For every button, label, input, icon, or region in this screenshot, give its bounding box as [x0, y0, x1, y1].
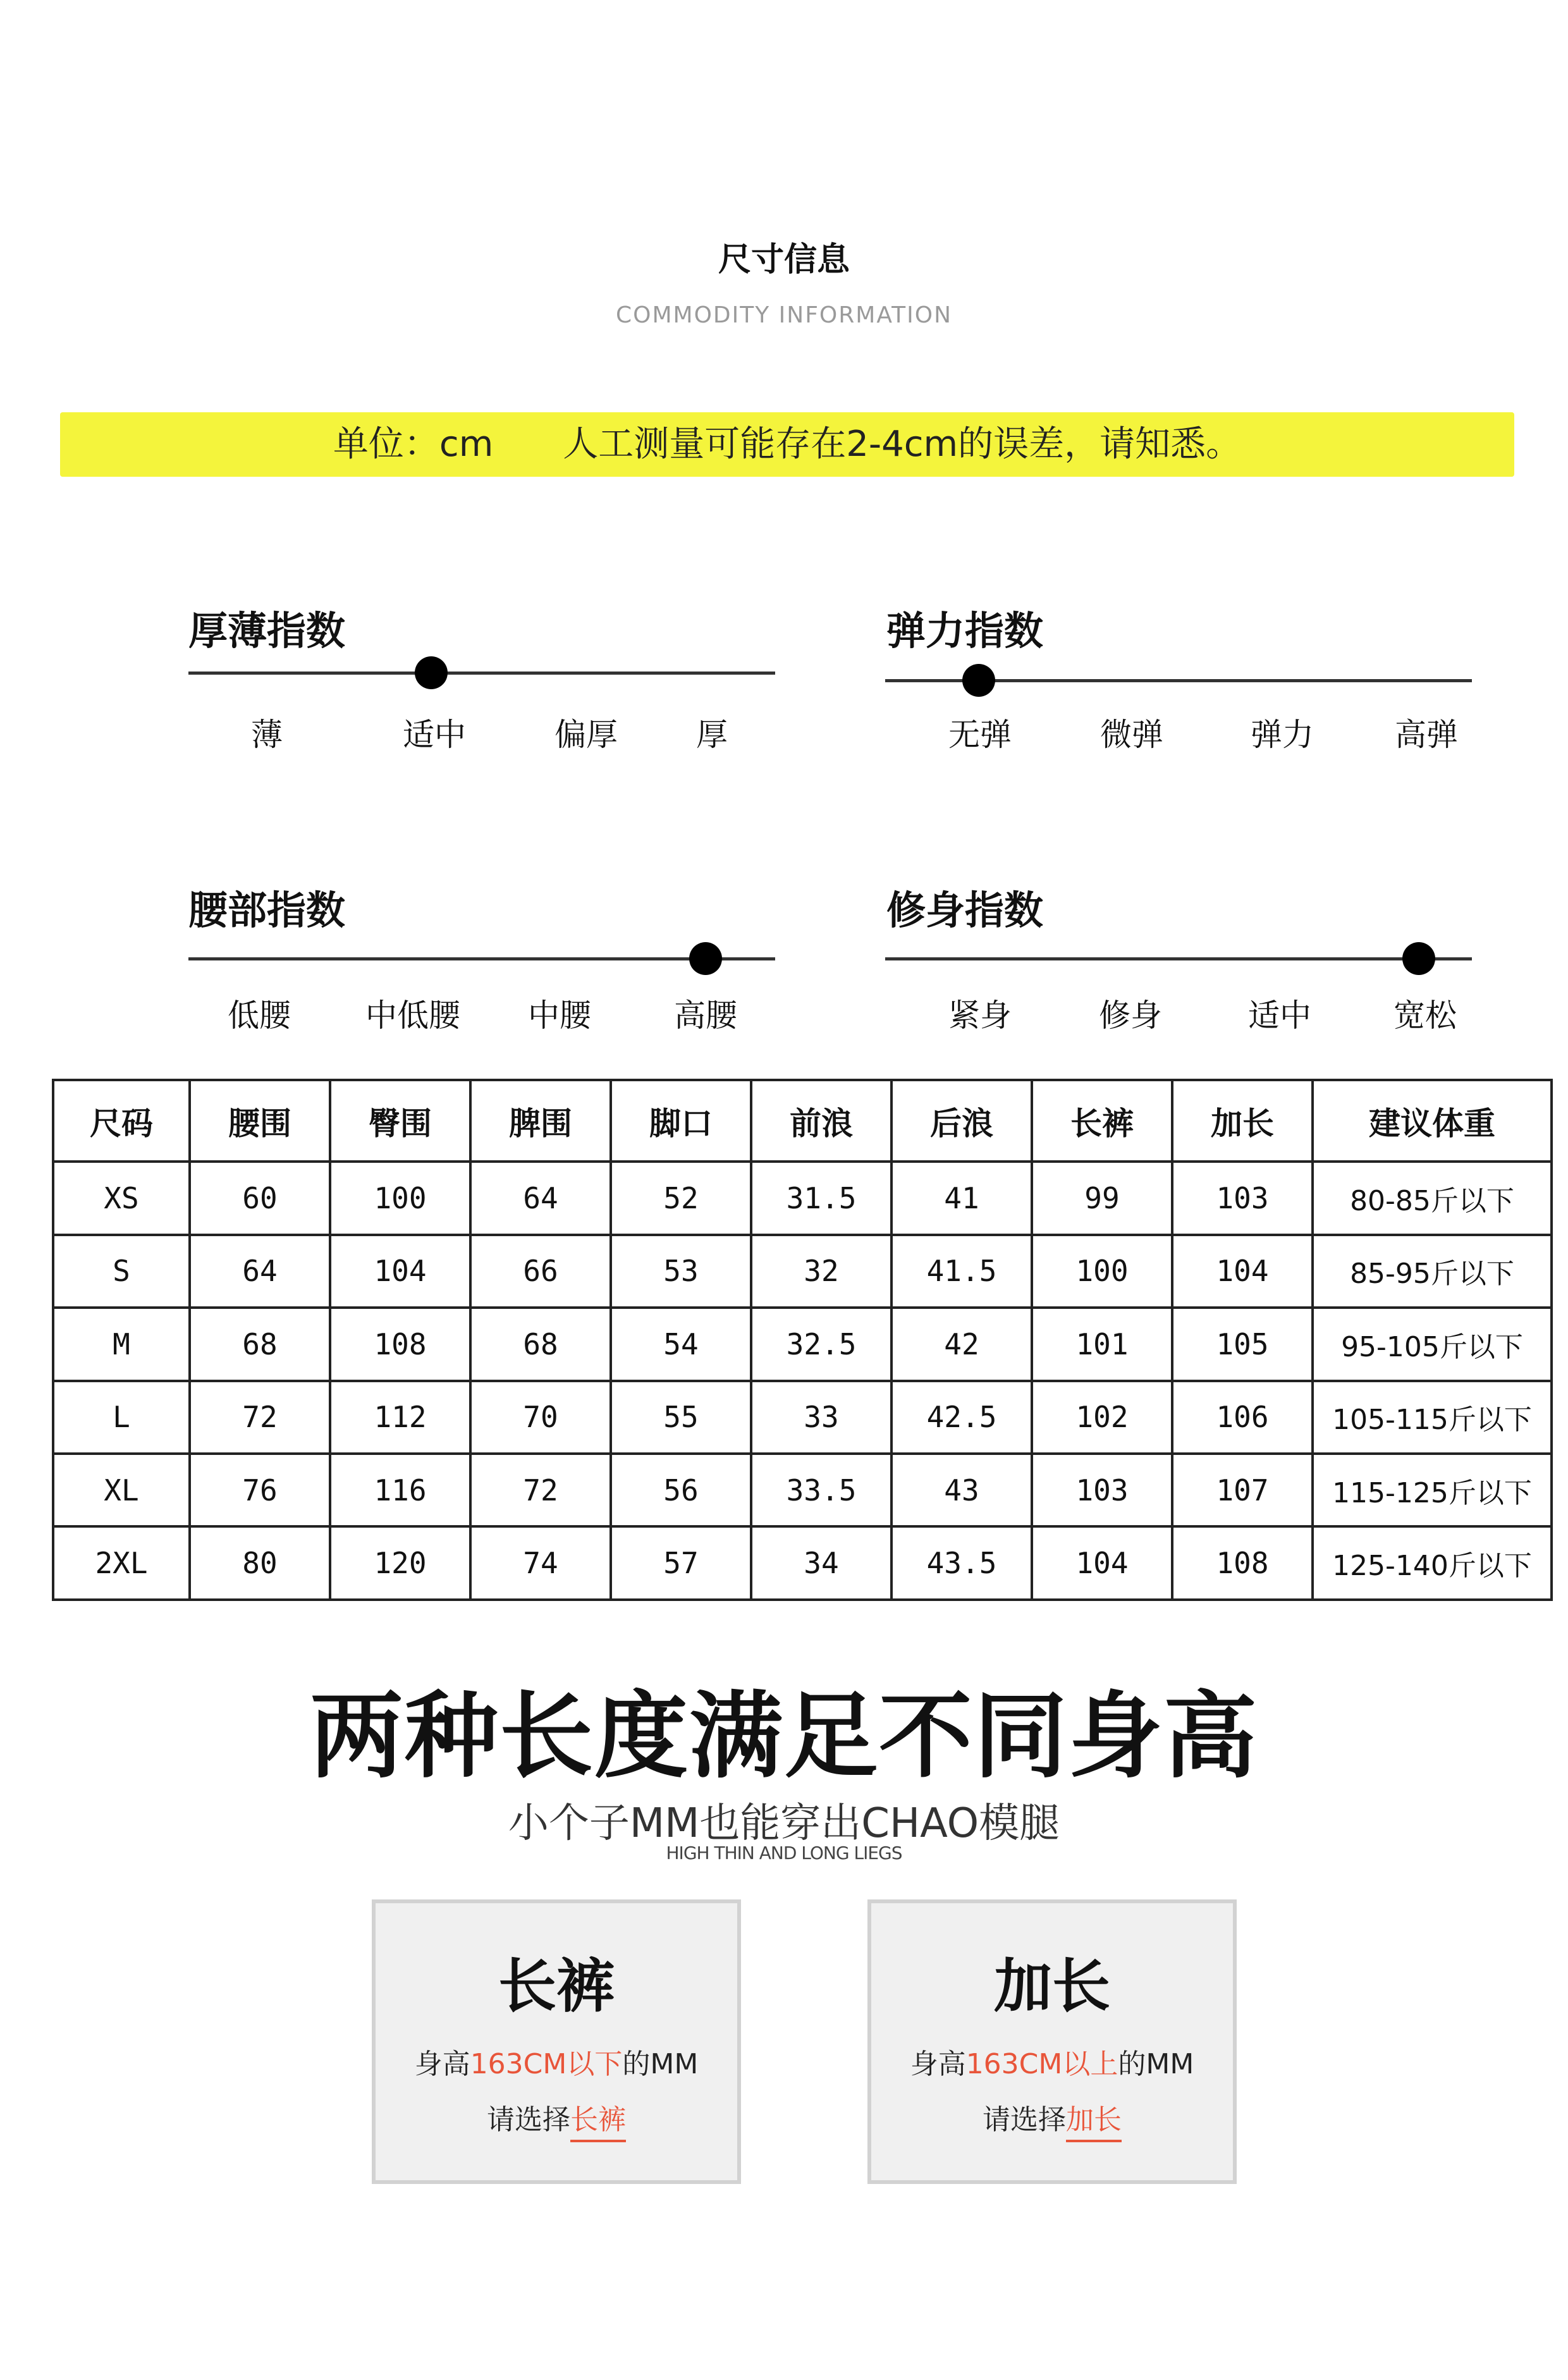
page-title: 尺寸信息 [718, 241, 850, 279]
cell-length: 100 [1032, 1235, 1172, 1308]
waist-index-marker [689, 942, 722, 975]
header-thigh: 脾围 [470, 1080, 611, 1162]
header-hem: 脚口 [611, 1080, 751, 1162]
elasticity-index-marker [962, 664, 995, 697]
cell-extra-length: 107 [1172, 1454, 1313, 1526]
cell-hem: 53 [611, 1235, 751, 1308]
waist-label-high: 高腰 [674, 997, 737, 1034]
cell-waist: 64 [190, 1235, 330, 1308]
cell-weight: 85-95斤以下 [1313, 1235, 1552, 1308]
unit-label: 单位：cm [333, 424, 494, 465]
cell-weight: 80-85斤以下 [1313, 1162, 1552, 1234]
cell-length: 103 [1032, 1454, 1172, 1526]
table-row [53, 1162, 1552, 1234]
cell-length: 99 [1032, 1162, 1172, 1234]
cell-waist: 68 [190, 1308, 330, 1380]
lengths-tagline: HIGH THIN AND LONG LIEGS [666, 1843, 902, 1863]
cell-weight: 125-140斤以下 [1313, 1526, 1552, 1600]
lengths-subline: 小个子MM也能穿出CHAO模腿 [508, 1800, 1060, 1847]
page-subtitle: COMMODITY INFORMATION [615, 302, 953, 328]
cell-waist: 80 [190, 1526, 330, 1600]
measurement-note: 人工测量可能存在2-4cm的误差，请知悉。 [563, 424, 1242, 465]
regular-length-card-height [372, 2041, 741, 2082]
cell-extra-length: 106 [1172, 1381, 1313, 1454]
fit-index-marker [1402, 942, 1435, 975]
cell-thigh: 72 [470, 1454, 611, 1526]
fit-label-regular: 适中 [1248, 997, 1311, 1034]
header-size: 尺码 [53, 1080, 190, 1162]
regular-length-card-choice [372, 2097, 741, 2142]
cell-weight: 115-125斤以下 [1313, 1454, 1552, 1526]
cell-extra-length: 103 [1172, 1162, 1313, 1234]
header-back-rise: 后浪 [891, 1080, 1032, 1162]
cell-front-rise: 32.5 [751, 1308, 891, 1380]
cell-size: L [53, 1381, 190, 1454]
cell-front-rise: 33 [751, 1381, 891, 1454]
cell-extra-length: 105 [1172, 1308, 1313, 1380]
height-range: 163CM以下 [470, 2048, 623, 2080]
regular-length-card-title: 长裤 [498, 1953, 615, 2020]
fit-label-tight: 紧身 [948, 997, 1012, 1034]
header-extra-length: 加长 [1172, 1080, 1313, 1162]
height-prefix: 身高 [414, 2048, 470, 2080]
extra-length-card-height [867, 2041, 1237, 2082]
cell-length: 104 [1032, 1526, 1172, 1600]
choice-option: 加长 [1066, 2097, 1122, 2142]
cell-length: 102 [1032, 1381, 1172, 1454]
cell-waist: 72 [190, 1381, 330, 1454]
choice-option: 长裤 [570, 2097, 626, 2142]
cell-size: XL [53, 1454, 190, 1526]
height-range: 163CM以上 [965, 2048, 1118, 2080]
waist-label-mid: 中腰 [528, 997, 591, 1034]
cell-front-rise: 31.5 [751, 1162, 891, 1234]
cell-size: XS [53, 1162, 190, 1234]
cell-hem: 52 [611, 1162, 751, 1234]
header-weight: 建议体重 [1313, 1080, 1552, 1162]
lengths-headline: 两种长度满足不同身高 [310, 1682, 1258, 1791]
waist-index-scale [188, 957, 775, 960]
cell-back-rise: 41 [891, 1162, 1032, 1234]
fit-index-title: 修身指数 [886, 887, 1044, 933]
waist-label-low: 低腰 [228, 997, 291, 1034]
cell-back-rise: 41.5 [891, 1235, 1032, 1308]
cell-extra-length: 104 [1172, 1235, 1313, 1308]
waist-index-title: 腰部指数 [188, 887, 346, 933]
waist-label-mid-low: 中低腰 [365, 997, 460, 1034]
cell-front-rise: 32 [751, 1235, 891, 1308]
notice-text [60, 412, 1514, 477]
fit-label-loose: 宽松 [1393, 997, 1457, 1034]
size-table [52, 1079, 1553, 1601]
elasticity-index-title: 弹力指数 [886, 608, 1044, 654]
fit-index-scale [885, 957, 1472, 960]
cell-hem: 57 [611, 1526, 751, 1600]
table-row [53, 1381, 1552, 1454]
thickness-label-thickish: 偏厚 [554, 716, 618, 753]
cell-weight: 95-105斤以下 [1313, 1308, 1552, 1380]
cell-hem: 54 [611, 1308, 751, 1380]
table-header-row [53, 1080, 1552, 1162]
height-suffix: 的MM [1118, 2048, 1194, 2080]
cell-hip: 108 [330, 1308, 470, 1380]
table-row [53, 1308, 1552, 1380]
header-front-rise: 前浪 [751, 1080, 891, 1162]
cell-waist: 60 [190, 1162, 330, 1234]
thickness-index-title: 厚薄指数 [188, 608, 346, 654]
cell-hip: 120 [330, 1526, 470, 1600]
thickness-label-medium: 适中 [403, 716, 466, 753]
cell-hem: 55 [611, 1381, 751, 1454]
cell-thigh: 66 [470, 1235, 611, 1308]
extra-length-card-title: 加长 [993, 1953, 1110, 2020]
elasticity-label-slight: 微弹 [1100, 716, 1163, 753]
height-suffix: 的MM [622, 2048, 699, 2080]
cell-length: 101 [1032, 1308, 1172, 1380]
cell-back-rise: 43 [891, 1454, 1032, 1526]
cell-back-rise: 42 [891, 1308, 1032, 1380]
table-row [53, 1235, 1552, 1308]
thickness-index-scale [188, 672, 775, 675]
elasticity-label-high: 高弹 [1395, 716, 1458, 753]
thickness-index-marker [415, 656, 448, 689]
cell-waist: 76 [190, 1454, 330, 1526]
cell-hip: 112 [330, 1381, 470, 1454]
choose-label: 请选择 [983, 2104, 1066, 2136]
cell-size: 2XL [53, 1526, 190, 1600]
cell-thigh: 70 [470, 1381, 611, 1454]
table-row [53, 1454, 1552, 1526]
cell-hip: 104 [330, 1235, 470, 1308]
header-waist: 腰围 [190, 1080, 330, 1162]
cell-thigh: 68 [470, 1308, 611, 1380]
height-prefix: 身高 [910, 2048, 966, 2080]
cell-back-rise: 42.5 [891, 1381, 1032, 1454]
cell-size: M [53, 1308, 190, 1380]
cell-thigh: 64 [470, 1162, 611, 1234]
cell-extra-length: 108 [1172, 1526, 1313, 1600]
elasticity-label-elastic: 弹力 [1251, 716, 1314, 753]
cell-front-rise: 34 [751, 1526, 891, 1600]
cell-hem: 56 [611, 1454, 751, 1526]
cell-weight: 105-115斤以下 [1313, 1381, 1552, 1454]
fit-label-slim: 修身 [1099, 997, 1162, 1034]
table-row [53, 1526, 1552, 1600]
elasticity-label-none: 无弹 [948, 716, 1012, 753]
cell-hip: 116 [330, 1454, 470, 1526]
cell-size: S [53, 1235, 190, 1308]
header-hip: 臀围 [330, 1080, 470, 1162]
choose-label: 请选择 [487, 2104, 570, 2136]
cell-back-rise: 43.5 [891, 1526, 1032, 1600]
cell-hip: 100 [330, 1162, 470, 1234]
cell-front-rise: 33.5 [751, 1454, 891, 1526]
thickness-label-thick: 厚 [696, 716, 728, 753]
extra-length-card-choice [867, 2097, 1237, 2142]
header-length: 长裤 [1032, 1080, 1172, 1162]
cell-thigh: 74 [470, 1526, 611, 1600]
thickness-label-thin: 薄 [251, 716, 283, 753]
